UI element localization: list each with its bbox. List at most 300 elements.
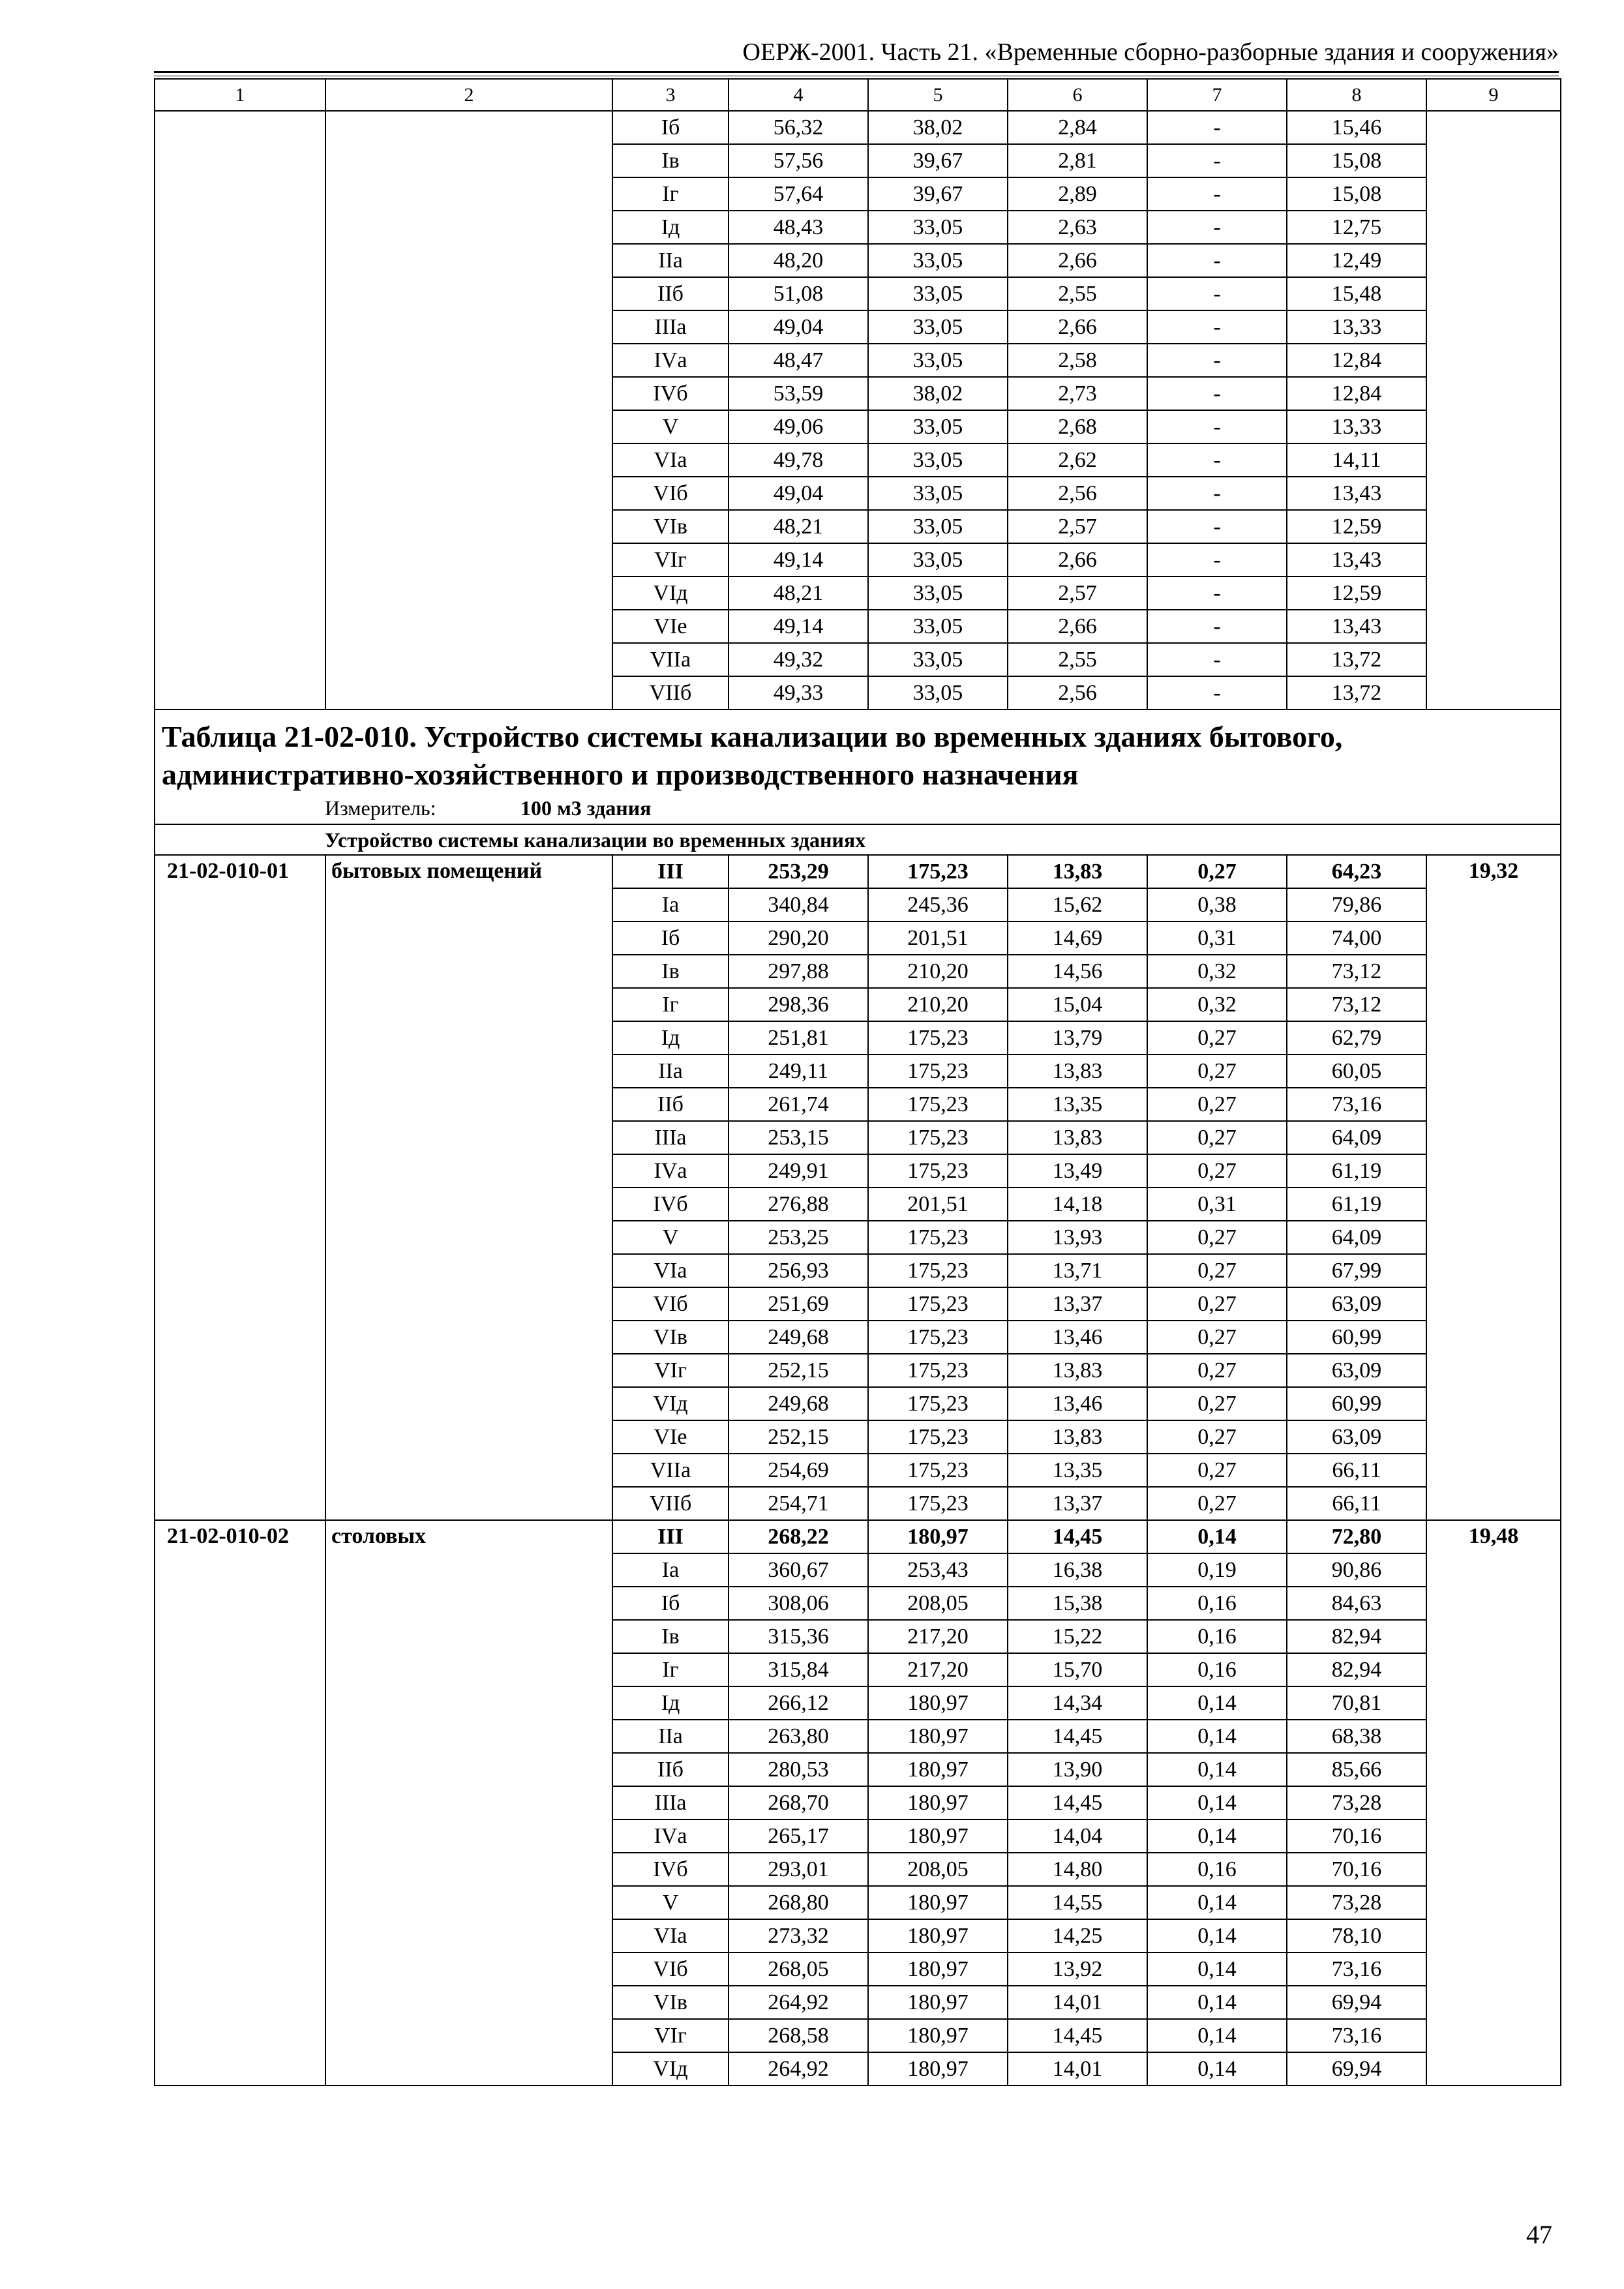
value-cell: 0,27 bbox=[1147, 1454, 1287, 1487]
value-cell: 0,27 bbox=[1147, 855, 1287, 888]
value-cell: Iг bbox=[612, 988, 729, 1021]
value-cell: 251,69 bbox=[729, 1287, 868, 1321]
value-cell: 180,97 bbox=[868, 1720, 1008, 1753]
value-cell: 0,14 bbox=[1147, 1886, 1287, 1919]
value-cell: - bbox=[1147, 310, 1287, 344]
value-cell: 13,83 bbox=[1008, 1354, 1147, 1387]
value-cell: VIIа bbox=[612, 1454, 729, 1487]
value-cell: 57,56 bbox=[729, 144, 868, 177]
value-cell: 82,94 bbox=[1287, 1620, 1426, 1653]
value-cell: - bbox=[1147, 111, 1287, 144]
value-cell: 254,71 bbox=[729, 1487, 868, 1520]
value-cell: 0,14 bbox=[1147, 1686, 1287, 1720]
value-cell: VIа bbox=[612, 1919, 729, 1952]
value-cell: 69,94 bbox=[1287, 2052, 1426, 2086]
value-cell: 253,25 bbox=[729, 1221, 868, 1254]
value-cell: Iа bbox=[612, 888, 729, 921]
value-cell: 0,27 bbox=[1147, 1088, 1287, 1121]
value-cell: 0,27 bbox=[1147, 1154, 1287, 1188]
value-cell: 38,02 bbox=[868, 377, 1008, 410]
item-code: 21-02-010-02 bbox=[155, 1520, 325, 2086]
value-cell: 0,32 bbox=[1147, 988, 1287, 1021]
column-number: 3 bbox=[612, 79, 729, 111]
value-cell: 0,27 bbox=[1147, 1254, 1287, 1287]
value-cell: 251,81 bbox=[729, 1021, 868, 1055]
value-cell: 2,84 bbox=[1008, 111, 1147, 144]
value-cell: 33,05 bbox=[868, 676, 1008, 710]
item-col9: 19,32 bbox=[1426, 855, 1561, 1520]
value-cell: 15,04 bbox=[1008, 988, 1147, 1021]
value-cell: 208,05 bbox=[868, 1587, 1008, 1620]
value-cell: 210,20 bbox=[868, 988, 1008, 1021]
item-name: столовых bbox=[325, 1520, 612, 2086]
value-cell: 0,16 bbox=[1147, 1587, 1287, 1620]
value-cell: 74,00 bbox=[1287, 921, 1426, 955]
value-cell: VIб bbox=[612, 1287, 729, 1321]
value-cell: 180,97 bbox=[868, 1819, 1008, 1853]
page-number: 47 bbox=[1526, 2220, 1552, 2249]
item-col9: 19,48 bbox=[1426, 1520, 1561, 2086]
value-cell: 13,72 bbox=[1287, 676, 1426, 710]
value-cell: 245,36 bbox=[868, 888, 1008, 921]
value-cell: 253,43 bbox=[868, 1553, 1008, 1587]
value-cell: - bbox=[1147, 410, 1287, 443]
value-cell: 253,15 bbox=[729, 1121, 868, 1154]
value-cell: 73,12 bbox=[1287, 955, 1426, 988]
value-cell: 175,23 bbox=[868, 1420, 1008, 1454]
value-cell: 268,58 bbox=[729, 2019, 868, 2052]
value-cell: 0,14 bbox=[1147, 1819, 1287, 1853]
value-cell: - bbox=[1147, 177, 1287, 211]
value-cell: 175,23 bbox=[868, 1088, 1008, 1121]
value-cell: 15,08 bbox=[1287, 177, 1426, 211]
value-cell: 48,21 bbox=[729, 510, 868, 543]
value-cell: 268,05 bbox=[729, 1952, 868, 1986]
value-cell: 0,16 bbox=[1147, 1620, 1287, 1653]
col9-cell-empty bbox=[1426, 111, 1561, 710]
table-row bbox=[155, 111, 1561, 144]
value-cell: 2,57 bbox=[1008, 510, 1147, 543]
value-cell: 14,69 bbox=[1008, 921, 1147, 955]
value-cell: 73,12 bbox=[1287, 988, 1426, 1021]
value-cell: 15,62 bbox=[1008, 888, 1147, 921]
value-cell: 208,05 bbox=[868, 1853, 1008, 1886]
value-cell: 64,09 bbox=[1287, 1221, 1426, 1254]
value-cell: 249,91 bbox=[729, 1154, 868, 1188]
value-cell: 0,27 bbox=[1147, 1420, 1287, 1454]
value-cell: 70,16 bbox=[1287, 1819, 1426, 1853]
value-cell: - bbox=[1147, 443, 1287, 477]
value-cell: 0,14 bbox=[1147, 2019, 1287, 2052]
value-cell: 175,23 bbox=[868, 1354, 1008, 1387]
value-cell: Iб bbox=[612, 1587, 729, 1620]
value-cell: 2,63 bbox=[1008, 211, 1147, 244]
value-cell: - bbox=[1147, 244, 1287, 277]
value-cell: 175,23 bbox=[868, 1121, 1008, 1154]
value-cell: V bbox=[612, 1886, 729, 1919]
value-cell: 180,97 bbox=[868, 1986, 1008, 2019]
value-cell: 2,55 bbox=[1008, 277, 1147, 310]
value-cell: 268,80 bbox=[729, 1886, 868, 1919]
value-cell: 66,11 bbox=[1287, 1454, 1426, 1487]
item-name: бытовых помещений bbox=[325, 855, 612, 1520]
value-cell: 49,32 bbox=[729, 643, 868, 676]
value-cell: IIа bbox=[612, 1055, 729, 1088]
value-cell: IVа bbox=[612, 1819, 729, 1853]
value-cell: 33,05 bbox=[868, 510, 1008, 543]
value-cell: 0,16 bbox=[1147, 1853, 1287, 1886]
value-cell: VIд bbox=[612, 576, 729, 610]
value-cell: 14,56 bbox=[1008, 955, 1147, 988]
value-cell: 14,18 bbox=[1008, 1188, 1147, 1221]
value-cell: 48,43 bbox=[729, 211, 868, 244]
value-cell: 33,05 bbox=[868, 310, 1008, 344]
value-cell: 0,19 bbox=[1147, 1553, 1287, 1587]
value-cell: 33,05 bbox=[868, 643, 1008, 676]
column-number: 8 bbox=[1287, 79, 1426, 111]
value-cell: IIа bbox=[612, 1720, 729, 1753]
value-cell: 13,43 bbox=[1287, 610, 1426, 643]
value-cell: 90,86 bbox=[1287, 1553, 1426, 1587]
value-cell: 201,51 bbox=[868, 1188, 1008, 1221]
value-cell: 33,05 bbox=[868, 211, 1008, 244]
value-cell: 0,32 bbox=[1147, 955, 1287, 988]
value-cell: 12,75 bbox=[1287, 211, 1426, 244]
value-cell: VIд bbox=[612, 1387, 729, 1420]
value-cell: 73,16 bbox=[1287, 2019, 1426, 2052]
value-cell: VIг bbox=[612, 1354, 729, 1387]
value-cell: 82,94 bbox=[1287, 1653, 1426, 1686]
value-cell: 63,09 bbox=[1287, 1420, 1426, 1454]
value-cell: 56,32 bbox=[729, 111, 868, 144]
value-cell: 70,16 bbox=[1287, 1853, 1426, 1886]
value-cell: Iа bbox=[612, 1553, 729, 1587]
value-cell: 73,16 bbox=[1287, 1088, 1426, 1121]
value-cell: VIе bbox=[612, 610, 729, 643]
item-code: 21-02-010-01 bbox=[155, 855, 325, 1520]
value-cell: 33,05 bbox=[868, 610, 1008, 643]
value-cell: 12,49 bbox=[1287, 244, 1426, 277]
value-cell: 180,97 bbox=[868, 1753, 1008, 1786]
value-cell: 60,99 bbox=[1287, 1321, 1426, 1354]
value-cell: 39,67 bbox=[868, 144, 1008, 177]
column-number: 4 bbox=[729, 79, 868, 111]
value-cell: 13,83 bbox=[1008, 855, 1147, 888]
value-cell: 13,37 bbox=[1008, 1287, 1147, 1321]
code-cell-empty bbox=[155, 111, 325, 710]
table-title-cell bbox=[155, 710, 1561, 824]
value-cell: 2,73 bbox=[1008, 377, 1147, 410]
value-cell: IVа bbox=[612, 1154, 729, 1188]
value-cell: 12,84 bbox=[1287, 344, 1426, 377]
value-cell: 0,14 bbox=[1147, 1786, 1287, 1819]
value-cell: 268,70 bbox=[729, 1786, 868, 1819]
value-cell: 0,38 bbox=[1147, 888, 1287, 921]
value-cell: 33,05 bbox=[868, 576, 1008, 610]
value-cell: 14,25 bbox=[1008, 1919, 1147, 1952]
value-cell: 315,36 bbox=[729, 1620, 868, 1653]
value-cell: VIг bbox=[612, 2019, 729, 2052]
value-cell: 249,68 bbox=[729, 1387, 868, 1420]
value-cell: 290,20 bbox=[729, 921, 868, 955]
value-cell: IIа bbox=[612, 244, 729, 277]
value-cell: 13,90 bbox=[1008, 1753, 1147, 1786]
value-cell: - bbox=[1147, 344, 1287, 377]
value-cell: IVа bbox=[612, 344, 729, 377]
value-cell: V bbox=[612, 1221, 729, 1254]
value-cell: 180,97 bbox=[868, 1952, 1008, 1986]
value-cell: 61,19 bbox=[1287, 1188, 1426, 1221]
value-cell: 180,97 bbox=[868, 2052, 1008, 2086]
value-cell: 48,21 bbox=[729, 576, 868, 610]
value-cell: 13,83 bbox=[1008, 1121, 1147, 1154]
value-cell: 0,14 bbox=[1147, 1986, 1287, 2019]
value-cell: 273,32 bbox=[729, 1919, 868, 1952]
value-cell: 68,38 bbox=[1287, 1720, 1426, 1753]
value-cell: 33,05 bbox=[868, 344, 1008, 377]
value-cell: VIг bbox=[612, 543, 729, 576]
value-cell: 180,97 bbox=[868, 1520, 1008, 1553]
value-cell: - bbox=[1147, 510, 1287, 543]
value-cell: 340,84 bbox=[729, 888, 868, 921]
value-cell: 13,79 bbox=[1008, 1021, 1147, 1055]
value-cell: 2,56 bbox=[1008, 676, 1147, 710]
value-cell: 264,92 bbox=[729, 2052, 868, 2086]
value-cell: 33,05 bbox=[868, 443, 1008, 477]
value-cell: VIIб bbox=[612, 676, 729, 710]
value-cell: 12,59 bbox=[1287, 510, 1426, 543]
value-cell: 33,05 bbox=[868, 277, 1008, 310]
value-cell: 0,14 bbox=[1147, 1753, 1287, 1786]
value-cell: IVб bbox=[612, 377, 729, 410]
value-cell: 13,43 bbox=[1287, 477, 1426, 510]
value-cell: 48,47 bbox=[729, 344, 868, 377]
value-cell: 33,05 bbox=[868, 477, 1008, 510]
value-cell: Iд bbox=[612, 1686, 729, 1720]
value-cell: 180,97 bbox=[868, 1686, 1008, 1720]
value-cell: 13,93 bbox=[1008, 1221, 1147, 1254]
value-cell: 73,28 bbox=[1287, 1886, 1426, 1919]
value-cell: - bbox=[1147, 676, 1287, 710]
value-cell: 0,14 bbox=[1147, 1520, 1287, 1553]
value-cell: 217,20 bbox=[868, 1653, 1008, 1686]
value-cell: 38,02 bbox=[868, 111, 1008, 144]
value-cell: 264,92 bbox=[729, 1986, 868, 2019]
value-cell: 49,06 bbox=[729, 410, 868, 443]
value-cell: 13,46 bbox=[1008, 1387, 1147, 1420]
value-cell: 180,97 bbox=[868, 1919, 1008, 1952]
value-cell: 14,45 bbox=[1008, 2019, 1147, 2052]
value-cell: 13,72 bbox=[1287, 643, 1426, 676]
value-cell: - bbox=[1147, 277, 1287, 310]
value-cell: 14,34 bbox=[1008, 1686, 1147, 1720]
value-cell: 73,16 bbox=[1287, 1952, 1426, 1986]
value-cell: 249,11 bbox=[729, 1055, 868, 1088]
value-cell: 2,66 bbox=[1008, 610, 1147, 643]
value-cell: 268,22 bbox=[729, 1520, 868, 1553]
value-cell: 39,67 bbox=[868, 177, 1008, 211]
value-cell: VIа bbox=[612, 443, 729, 477]
value-cell: - bbox=[1147, 377, 1287, 410]
value-cell: 263,80 bbox=[729, 1720, 868, 1753]
value-cell: 49,33 bbox=[729, 676, 868, 710]
column-number: 2 bbox=[325, 79, 612, 111]
value-cell: IIб bbox=[612, 277, 729, 310]
value-cell: 49,14 bbox=[729, 543, 868, 576]
value-cell: 84,63 bbox=[1287, 1587, 1426, 1620]
value-cell: 14,01 bbox=[1008, 1986, 1147, 2019]
value-cell: 261,74 bbox=[729, 1088, 868, 1121]
value-cell: - bbox=[1147, 211, 1287, 244]
value-cell: - bbox=[1147, 144, 1287, 177]
value-cell: 13,83 bbox=[1008, 1420, 1147, 1454]
value-cell: Iг bbox=[612, 177, 729, 211]
value-cell: IIIа bbox=[612, 310, 729, 344]
value-cell: 175,23 bbox=[868, 1321, 1008, 1354]
value-cell: 175,23 bbox=[868, 1221, 1008, 1254]
section-row bbox=[155, 824, 1561, 855]
value-cell: 14,45 bbox=[1008, 1520, 1147, 1553]
value-cell: 175,23 bbox=[868, 1021, 1008, 1055]
value-cell: IIб bbox=[612, 1753, 729, 1786]
norms-table bbox=[154, 78, 1561, 2086]
value-cell: 0,27 bbox=[1147, 1487, 1287, 1520]
name-cell-empty bbox=[325, 111, 612, 710]
value-cell: 79,86 bbox=[1287, 888, 1426, 921]
value-cell: 60,05 bbox=[1287, 1055, 1426, 1088]
value-cell: - bbox=[1147, 543, 1287, 576]
value-cell: 49,78 bbox=[729, 443, 868, 477]
value-cell: 252,15 bbox=[729, 1420, 868, 1454]
value-cell: 0,27 bbox=[1147, 1021, 1287, 1055]
measure-label: Измеритель: bbox=[325, 796, 436, 820]
value-cell: 175,23 bbox=[868, 1154, 1008, 1188]
header-rule bbox=[154, 71, 1559, 73]
value-cell: 2,58 bbox=[1008, 344, 1147, 377]
value-cell: 0,27 bbox=[1147, 1287, 1287, 1321]
value-cell: 13,37 bbox=[1008, 1487, 1147, 1520]
value-cell: VIа bbox=[612, 1254, 729, 1287]
value-cell: 254,69 bbox=[729, 1454, 868, 1487]
value-cell: 69,94 bbox=[1287, 1986, 1426, 2019]
value-cell: 61,19 bbox=[1287, 1154, 1426, 1188]
value-cell: Iб bbox=[612, 921, 729, 955]
value-cell: 12,59 bbox=[1287, 576, 1426, 610]
value-cell: 256,93 bbox=[729, 1254, 868, 1287]
table-title-row bbox=[155, 710, 1561, 824]
value-cell: VIб bbox=[612, 1952, 729, 1986]
value-cell: 62,79 bbox=[1287, 1021, 1426, 1055]
value-cell: 14,11 bbox=[1287, 443, 1426, 477]
value-cell: - bbox=[1147, 477, 1287, 510]
running-header: ОЕРЖ-2001. Часть 21. «Временные сборно-разборные здания и сооружения» bbox=[742, 38, 1559, 66]
value-cell: 14,01 bbox=[1008, 2052, 1147, 2086]
value-cell: 48,20 bbox=[729, 244, 868, 277]
value-cell: 175,23 bbox=[868, 1287, 1008, 1321]
value-cell: 85,66 bbox=[1287, 1753, 1426, 1786]
column-number: 7 bbox=[1147, 79, 1287, 111]
value-cell: 265,17 bbox=[729, 1819, 868, 1853]
value-cell: 308,06 bbox=[729, 1587, 868, 1620]
value-cell: 14,45 bbox=[1008, 1720, 1147, 1753]
value-cell: 249,68 bbox=[729, 1321, 868, 1354]
value-cell: 73,28 bbox=[1287, 1786, 1426, 1819]
value-cell: 297,88 bbox=[729, 955, 868, 988]
value-cell: 2,81 bbox=[1008, 144, 1147, 177]
value-cell: 217,20 bbox=[868, 1620, 1008, 1653]
value-cell: Iд bbox=[612, 211, 729, 244]
value-cell: - bbox=[1147, 610, 1287, 643]
value-cell: VIб bbox=[612, 477, 729, 510]
value-cell: 315,84 bbox=[729, 1653, 868, 1686]
table-row bbox=[155, 855, 1561, 888]
value-cell: 2,66 bbox=[1008, 543, 1147, 576]
value-cell: 0,14 bbox=[1147, 1952, 1287, 1986]
value-cell: Iб bbox=[612, 111, 729, 144]
value-cell: VIв bbox=[612, 510, 729, 543]
value-cell: 201,51 bbox=[868, 921, 1008, 955]
value-cell: 33,05 bbox=[868, 244, 1008, 277]
value-cell: 53,59 bbox=[729, 377, 868, 410]
value-cell: 2,57 bbox=[1008, 576, 1147, 610]
value-cell: 15,46 bbox=[1287, 111, 1426, 144]
value-cell: 78,10 bbox=[1287, 1919, 1426, 1952]
value-cell: VIе bbox=[612, 1420, 729, 1454]
value-cell: 280,53 bbox=[729, 1753, 868, 1786]
value-cell: 360,67 bbox=[729, 1553, 868, 1587]
value-cell: 276,88 bbox=[729, 1188, 868, 1221]
value-cell: 180,97 bbox=[868, 1886, 1008, 1919]
value-cell: 49,04 bbox=[729, 310, 868, 344]
value-cell: 293,01 bbox=[729, 1853, 868, 1886]
value-cell: Iд bbox=[612, 1021, 729, 1055]
value-cell: IVб bbox=[612, 1188, 729, 1221]
value-cell: 175,23 bbox=[868, 855, 1008, 888]
value-cell: 67,99 bbox=[1287, 1254, 1426, 1287]
value-cell: 0,16 bbox=[1147, 1653, 1287, 1686]
value-cell: 13,33 bbox=[1287, 410, 1426, 443]
value-cell: IIIа bbox=[612, 1121, 729, 1154]
value-cell: 175,23 bbox=[868, 1387, 1008, 1420]
value-cell: 13,46 bbox=[1008, 1321, 1147, 1354]
section-heading: Устройство системы канализации во временных зданиях bbox=[155, 824, 1561, 855]
value-cell: 2,66 bbox=[1008, 244, 1147, 277]
value-cell: - bbox=[1147, 576, 1287, 610]
value-cell: IIIа bbox=[612, 1786, 729, 1819]
column-number: 6 bbox=[1008, 79, 1147, 111]
value-cell: 72,80 bbox=[1287, 1520, 1426, 1553]
value-cell: 266,12 bbox=[729, 1686, 868, 1720]
value-cell: VIв bbox=[612, 1986, 729, 2019]
column-number: 5 bbox=[868, 79, 1008, 111]
value-cell: 252,15 bbox=[729, 1354, 868, 1387]
value-cell: 66,11 bbox=[1287, 1487, 1426, 1520]
value-cell: V bbox=[612, 410, 729, 443]
measure-line bbox=[162, 794, 1556, 824]
value-cell: 13,92 bbox=[1008, 1952, 1147, 1986]
value-cell: 51,08 bbox=[729, 277, 868, 310]
value-cell: 70,81 bbox=[1287, 1686, 1426, 1720]
value-cell: 33,05 bbox=[868, 410, 1008, 443]
value-cell: 0,27 bbox=[1147, 1121, 1287, 1154]
value-cell: 64,09 bbox=[1287, 1121, 1426, 1154]
value-cell: 64,23 bbox=[1287, 855, 1426, 888]
value-cell: VIIб bbox=[612, 1487, 729, 1520]
value-cell: 175,23 bbox=[868, 1254, 1008, 1287]
column-number: 1 bbox=[155, 79, 325, 111]
value-cell: 15,38 bbox=[1008, 1587, 1147, 1620]
value-cell: 15,22 bbox=[1008, 1620, 1147, 1653]
